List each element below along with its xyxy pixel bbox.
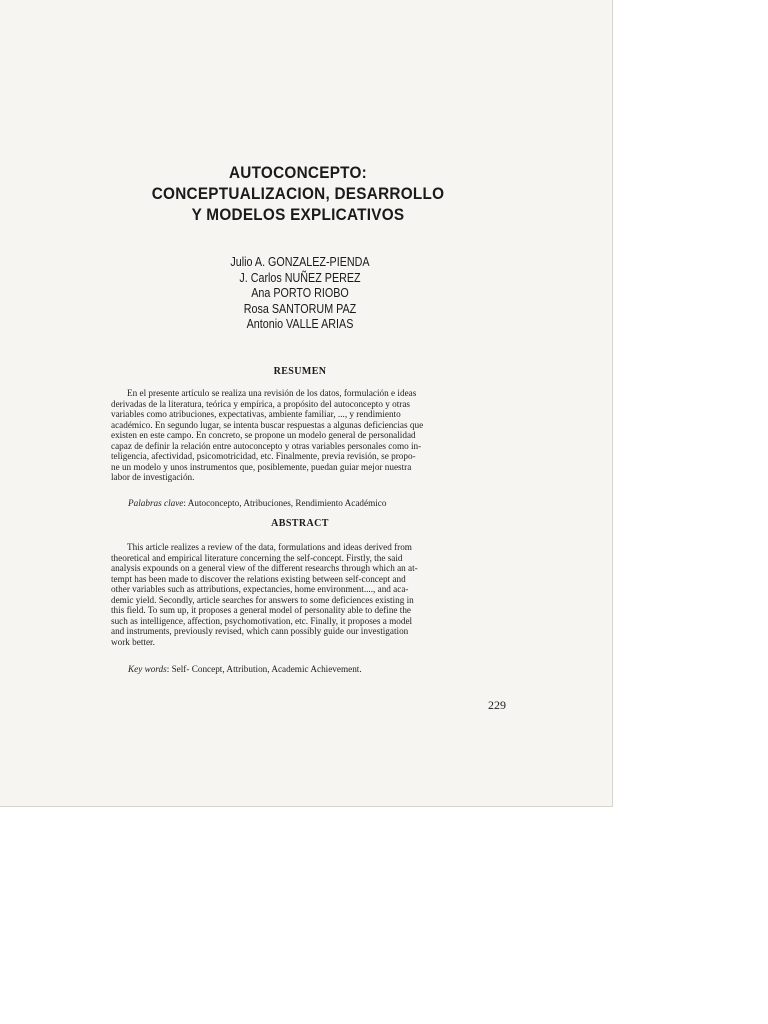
resumen-heading: RESUMEN — [273, 366, 327, 377]
resumen-line: existen en este campo. En concreto, se propone un modelo general de personalidad — [111, 430, 416, 440]
keywords-label: Palabras clave — [128, 498, 184, 508]
resumen-line: académico. En segundo lugar, se intenta buscar respuestas a algunas deficiencias que — [111, 419, 424, 430]
article-title — [116, 162, 480, 225]
title-line-1: AUTOCONCEPTO: — [228, 163, 368, 182]
page-number: 229 — [488, 698, 506, 712]
abstract-keywords — [128, 664, 488, 675]
abstract-body — [111, 542, 477, 647]
author-2: J. Carlos NUÑEZ PEREZ — [239, 270, 361, 285]
author-5: Antonio VALLE ARIAS — [246, 317, 354, 331]
abstract-line: work better. — [111, 636, 155, 647]
resumen-body — [111, 388, 477, 483]
abstract-line: this field. To sum up, it proposes a general model of personality able to define the — [111, 605, 412, 615]
resumen-line: variables como atribuciones, expectativas, ambiente familiar, ..., y rendimiento — [111, 409, 401, 419]
resumen-line: teligencia, afectividad, psicomotricidad, etc. Finalmente, previa revisión, se propo- — [111, 451, 416, 461]
abstract-line: other variables such as attributions, expectancies, home environment...., and aca- — [111, 584, 409, 594]
abstract-line: tempt has been made to discover the relations existing between self-concept and — [111, 573, 406, 584]
resumen-line: labor de investigación. — [111, 472, 195, 482]
keywords-text: : Autoconcepto, Atribuciones, Rendimiento Académico — [183, 498, 387, 508]
keywords-label: Key words — [128, 664, 167, 674]
title-line-3: Y MODELOS EXPLICATIVOS — [191, 205, 405, 224]
resumen-line: ne un modelo y unos instrumentos que, posiblemente, puedan guiar mejor nuestra — [111, 461, 412, 472]
resumen-line: capaz de definir la relación entre autoconcepto y otras variables personales como in- — [111, 440, 422, 451]
abstract-line: This article realizes a review of the data, formulations and ideas derived from — [127, 542, 412, 552]
author-4: Rosa SANTORUM PAZ — [243, 301, 357, 316]
abstract-line: theoretical and empirical literature concerning the self-concept. Firstly, the said — [111, 552, 403, 563]
author-list — [171, 255, 429, 333]
title-line-2: CONCEPTUALIZACION, DESARROLLO — [151, 184, 445, 203]
abstract-line: such as intelligence, affection, psychomotivation, etc. Finally, it proposes a model — [111, 615, 413, 626]
abstract-line: demic yield. Secondly, article searches for answers to some deficiences existing in — [111, 594, 414, 605]
keywords-text: : Self- Concept, Attribution, Academic Achievement. — [166, 664, 362, 674]
author-1: Julio A. GONZALEZ-PIENDA — [230, 255, 370, 269]
resumen-line: derivadas de la literatura, teórica y empírica, a propósito del autoconcepto y otras — [111, 398, 410, 409]
resumen-line: En el presente artículo se realiza una revisión de los datos, formulación e ideas — [127, 388, 417, 398]
abstract-line: analysis expounds on a general view of the different researchs through which an at- — [111, 563, 418, 573]
abstract-line: and instruments, previously revised, which cann possibly guide our investigation — [111, 626, 409, 636]
resumen-keywords — [128, 498, 488, 509]
abstract-heading: ABSTRACT — [271, 518, 329, 529]
author-3: Ana PORTO RIOBO — [251, 286, 349, 300]
